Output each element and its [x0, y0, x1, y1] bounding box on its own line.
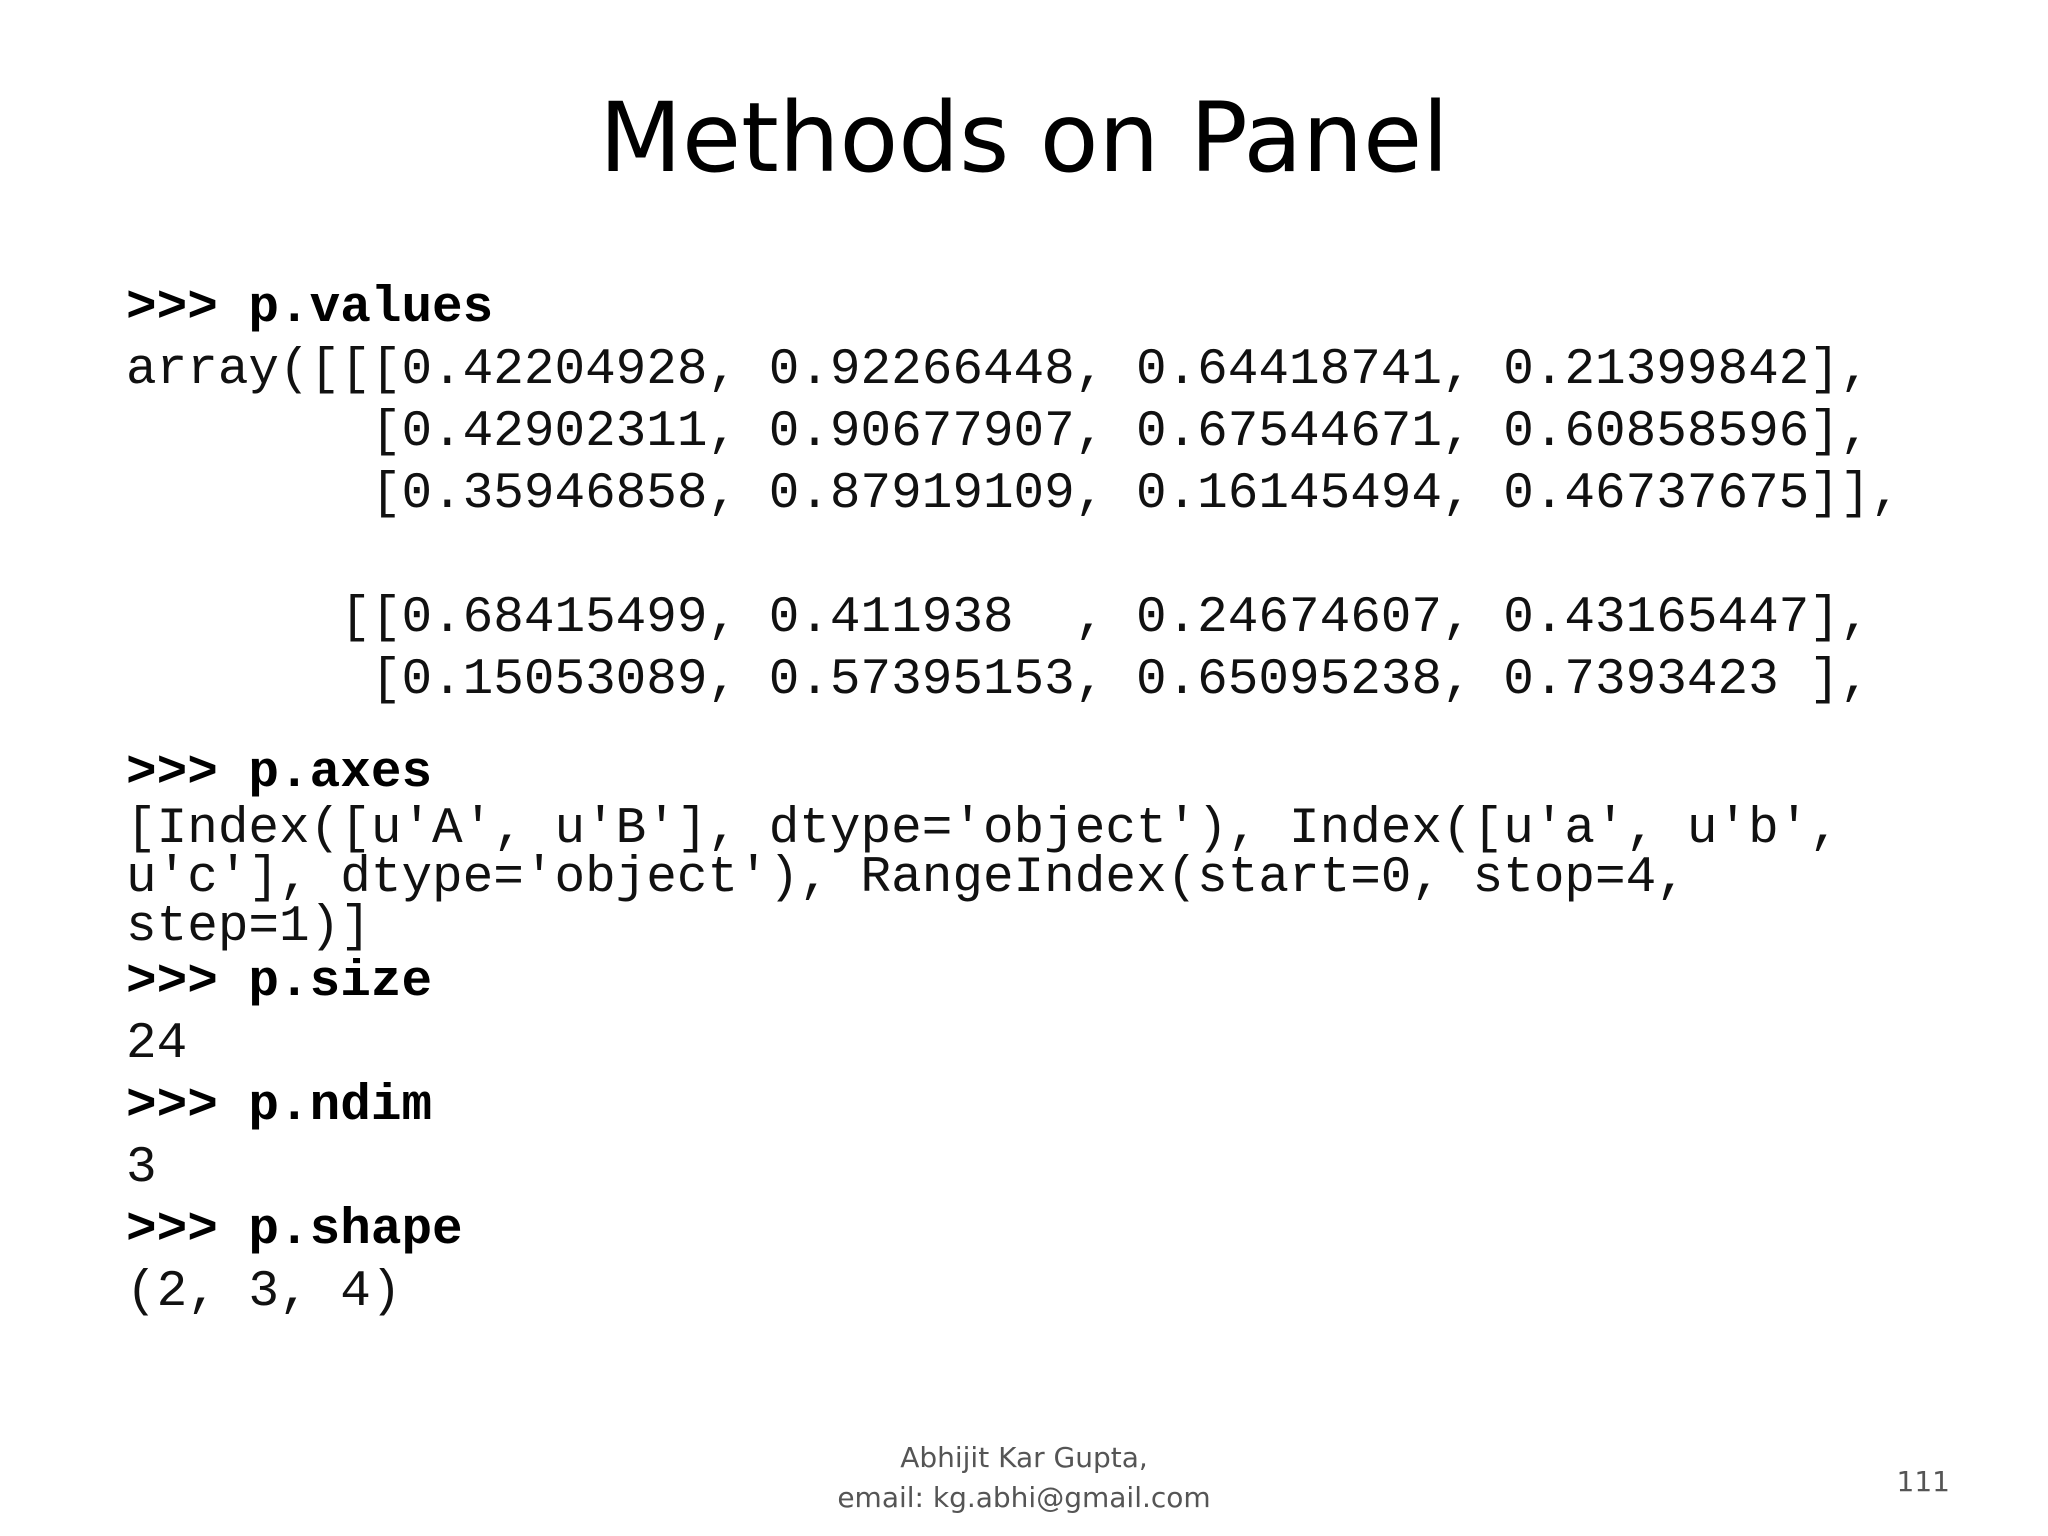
- output-line: 24: [126, 1016, 188, 1073]
- command-axes: >>> p.axes: [126, 745, 433, 802]
- output-line: 3: [126, 1140, 157, 1197]
- output-line: step=1)]: [126, 899, 371, 956]
- output-line: (2, 3, 4): [126, 1264, 402, 1321]
- page-number: 111: [1896, 1465, 1950, 1498]
- output-line: [[0.68415499, 0.411938 , 0.24674607, 0.43165447],: [126, 590, 1871, 647]
- command-ndim: >>> p.ndim: [126, 1078, 433, 1135]
- footer: [0, 1438, 2048, 1518]
- footer-email: email: kg.abhi@gmail.com: [837, 1481, 1211, 1514]
- footer-author: Abhijit Kar Gupta,: [900, 1441, 1148, 1474]
- command-size: >>> p.size: [126, 954, 433, 1011]
- output-line: array([[[0.42204928, 0.92266448, 0.64418741, 0.21399842],: [126, 342, 1871, 399]
- command-values: >>> p.values: [126, 280, 494, 337]
- blank-line: [126, 526, 2006, 588]
- slide-title: Methods on Panel: [599, 82, 1449, 194]
- blank-line: [126, 712, 2006, 743]
- output-line: [0.35946858, 0.87919109, 0.16145494, 0.46737675]],: [126, 466, 1902, 523]
- output-line: [0.42902311, 0.90677907, 0.67544671, 0.60858596],: [126, 404, 1871, 461]
- code-block: [126, 278, 2006, 1324]
- output-line: u'c'], dtype='object'), RangeIndex(start=0, stop=4,: [126, 850, 1687, 907]
- output-line: [Index([u'A', u'B'], dtype='object'), Index([u'a', u'b',: [126, 801, 1840, 858]
- command-shape: >>> p.shape: [126, 1202, 463, 1259]
- output-line: [0.15053089, 0.57395153, 0.65095238, 0.7393423 ],: [126, 652, 1871, 709]
